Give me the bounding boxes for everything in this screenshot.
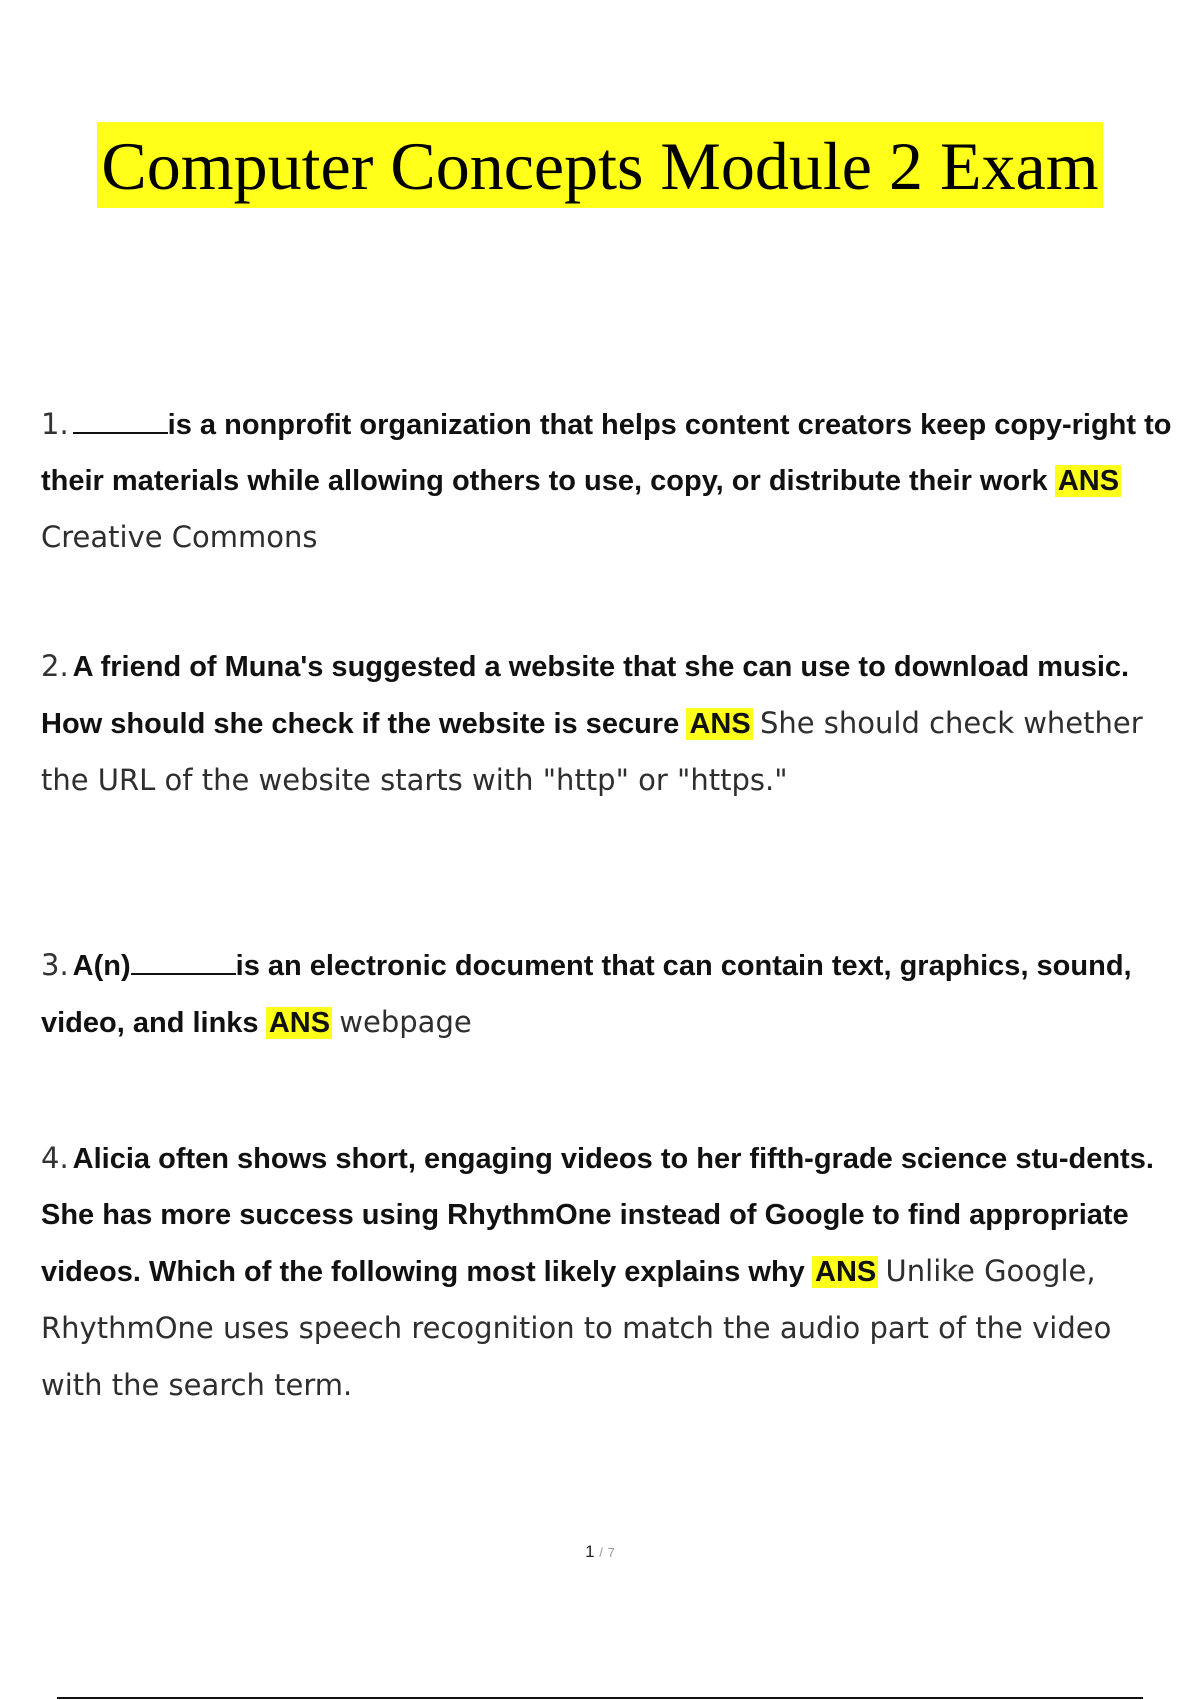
footer-divider	[57, 1697, 1143, 1699]
fill-in-blank	[73, 406, 168, 434]
answer-tag: ANS	[812, 1256, 878, 1288]
fill-in-blank	[131, 947, 236, 975]
question-text: is an electronic document that can contain text, graphics, sound, video, and links	[41, 950, 1132, 1039]
page-total: 7	[607, 1545, 615, 1560]
page-current: 1	[585, 1542, 595, 1561]
question-number-dot: .	[59, 649, 69, 683]
question-number-dot: .	[59, 948, 69, 982]
question-4	[41, 1130, 1181, 1414]
question-number: 3	[41, 948, 60, 982]
question-number: 2	[41, 649, 60, 683]
question-text: Alicia often shows short, engaging videos to her fifth-grade science stu-dents. She has more success using RhythmOne instead of Google to find appropriate videos. Which of the following most likely explains why	[41, 1143, 1154, 1288]
answer-text: Creative Commons	[41, 520, 318, 554]
page-indicator	[0, 1542, 1200, 1562]
question-number-dot: .	[59, 1141, 69, 1175]
question-2	[41, 638, 1181, 809]
answer-text: She should check whether the URL of the website starts with "http" or "https."	[41, 706, 1143, 797]
answer-tag: ANS	[1055, 465, 1121, 497]
question-number-dot: .	[59, 407, 69, 441]
question-text: is a nonprofit organization that helps content creators keep copy-right to their materials while allowing others to use, copy, or distribute their work	[41, 409, 1172, 497]
answer-text: webpage	[339, 1005, 472, 1039]
page-title: Computer Concepts Module 2 Exam	[97, 122, 1102, 208]
question-number: 1	[41, 407, 60, 441]
question-number: 4	[41, 1141, 60, 1175]
question-prefix: A(n)	[72, 950, 131, 982]
answer-tag: ANS	[686, 708, 752, 740]
question-3	[41, 937, 1181, 1051]
question-1	[41, 396, 1181, 566]
title-container	[0, 122, 1200, 208]
answer-tag: ANS	[266, 1007, 332, 1039]
question-text: A friend of Muna's suggested a website that she can use to download music. How should she check if the website is secure	[41, 651, 1130, 740]
answer-text: Unlike Google, RhythmOne uses speech recognition to match the audio part of the video with the search term.	[41, 1254, 1112, 1402]
page-separator: /	[599, 1545, 603, 1560]
